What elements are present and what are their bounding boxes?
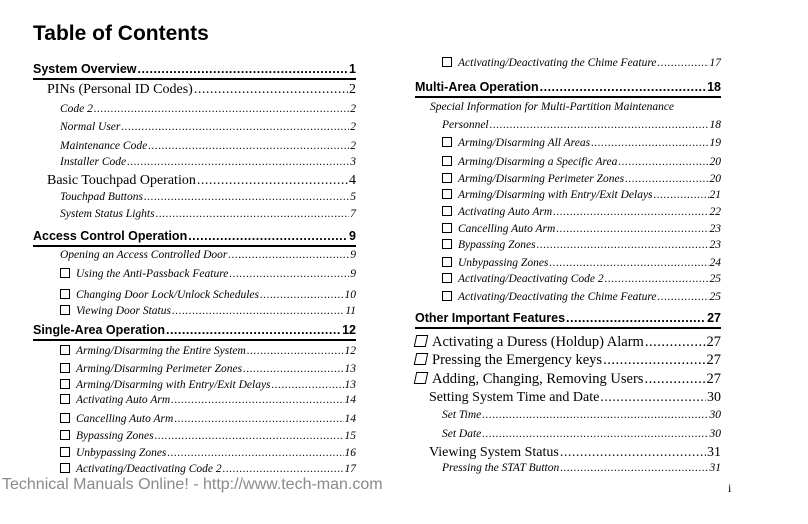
footer-watermark: Technical Manuals Online! - http://www.tech-man.com: [2, 476, 383, 493]
dot-leader: [560, 445, 706, 461]
toc-page-number: 30: [707, 390, 721, 405]
toc-entry-label: Multi-Area Operation: [415, 80, 539, 94]
toc-page-number: 27: [706, 334, 721, 350]
dot-leader: [566, 311, 706, 325]
toc-page-number: 15: [344, 430, 356, 442]
toc-page-number: 25: [709, 273, 721, 285]
toc-entry-label: Touchpad Buttons: [60, 191, 143, 203]
toc-entry-label: Arming/Disarming a Specific Area: [458, 156, 618, 168]
toc-entry-label: Bypassing Zones: [458, 239, 536, 251]
toc-entry[interactable]: [33, 103, 356, 115]
toc-page-number: 31: [709, 462, 721, 474]
toc-entry-label: Basic Touchpad Operation: [47, 173, 196, 188]
toc-entry[interactable]: [415, 428, 721, 440]
toc-entry[interactable]: [33, 249, 356, 261]
toc-page-number: 22: [709, 206, 721, 218]
toc-entry[interactable]: [33, 140, 356, 152]
toc-page-number: 18: [707, 80, 721, 94]
toc-page-number: 24: [709, 257, 721, 269]
dot-leader: [247, 345, 344, 357]
page-number: i: [728, 481, 732, 495]
toc-entry[interactable]: [33, 304, 356, 317]
toc-entry-label: Installer Code: [60, 156, 127, 168]
dot-leader: [482, 428, 708, 440]
toc-entry-label: Arming/Disarming Perimeter Zones: [458, 173, 625, 185]
toc-entry-label: Maintenance Code: [60, 140, 148, 152]
toc-page-number: 11: [345, 305, 356, 317]
toc-entry-label: Arming/Disarming All Areas: [458, 137, 591, 149]
toc-entry[interactable]: [415, 390, 721, 406]
toc-page-number: 21: [709, 189, 721, 201]
toc-page-number: 30: [709, 409, 721, 421]
toc-entry-label: Normal User: [60, 121, 121, 133]
dot-leader: [553, 206, 708, 218]
toc-entry-label: Activating a Duress (Holdup) Alarm: [432, 334, 644, 350]
toc-entry[interactable]: [33, 156, 356, 168]
section-divider: [33, 78, 356, 80]
toc-page-number: 20: [709, 156, 721, 168]
checkbox-icon: [442, 291, 452, 301]
dot-leader: [197, 173, 348, 189]
checkbox-icon: [442, 137, 452, 147]
checkbox-icon: [442, 257, 452, 267]
toc-entry-label: Activating Auto Arm: [458, 206, 553, 218]
dot-leader: [618, 156, 708, 168]
toc-entry[interactable]: [415, 56, 721, 69]
dot-leader: [155, 430, 344, 442]
dot-leader: [148, 140, 349, 152]
dot-leader: [645, 334, 706, 351]
dot-leader: [228, 249, 349, 261]
checkbox-icon: [60, 363, 70, 373]
toc-entry[interactable]: [415, 256, 721, 269]
toc-page-number: 13: [344, 363, 356, 375]
dot-leader: [556, 223, 708, 235]
dot-leader: [156, 208, 350, 220]
toc-entry[interactable]: [33, 208, 356, 220]
toc-page-number: 31: [707, 445, 721, 460]
dot-leader: [654, 189, 709, 201]
dot-leader: [560, 462, 708, 474]
page-title: Table of Contents: [33, 22, 209, 45]
toc-entry-label: Personnel: [442, 119, 489, 131]
toc-entry-label: Activating/Deactivating the Chime Feature: [458, 291, 657, 303]
toc-entry-label: Arming/Disarming Perimeter Zones: [76, 363, 243, 375]
toc-entry-label: Code 2: [60, 103, 93, 115]
toc-entry[interactable]: [415, 290, 721, 303]
toc-entry[interactable]: [33, 288, 356, 301]
toc-entry[interactable]: [33, 378, 356, 391]
toc-page-number: 4: [349, 173, 356, 188]
toc-entry-label: Activating/Deactivating Code 2: [458, 273, 604, 285]
toc-page-number: 9: [350, 268, 356, 280]
toc-page-number: 14: [344, 413, 356, 425]
pencil-box-icon: [414, 335, 429, 347]
toc-entry-label: Opening an Access Controlled Door: [60, 249, 228, 261]
toc-page-number: 27: [707, 311, 721, 325]
toc-page-number: 9: [350, 249, 356, 261]
toc-entry[interactable]: [33, 191, 356, 203]
dot-leader: [174, 413, 343, 425]
checkbox-icon: [442, 173, 452, 183]
toc-entry-label: Pressing the Emergency keys: [432, 352, 603, 368]
section-divider: [415, 327, 721, 329]
toc-entry-label: Viewing Door Status: [76, 305, 171, 317]
toc-page-number: 18: [709, 119, 721, 131]
dot-leader: [272, 379, 344, 391]
toc-entry-label: Access Control Operation: [33, 229, 188, 243]
toc-section-heading[interactable]: [33, 229, 356, 243]
toc-page-number: 23: [709, 239, 721, 251]
toc-entry[interactable]: [415, 371, 721, 388]
toc-entry[interactable]: [33, 429, 356, 442]
checkbox-icon: [60, 394, 70, 404]
toc-entry-label: Other Important Features: [415, 311, 566, 325]
toc-page-number: 10: [344, 289, 356, 301]
toc-entry[interactable]: [415, 119, 721, 131]
toc-entry[interactable]: [33, 393, 356, 406]
toc-entry-label: Pressing the STAT Button: [442, 462, 560, 474]
section-divider: [33, 339, 356, 341]
dot-leader: [540, 80, 706, 94]
dot-leader: [194, 82, 348, 98]
toc-page-number: 2: [349, 82, 356, 97]
dot-leader: [138, 62, 349, 76]
toc-page-number: 13: [344, 379, 356, 391]
toc-entry-label: PINs (Personal ID Codes): [47, 82, 193, 97]
toc-entry[interactable]: [33, 82, 356, 98]
dot-leader: [658, 57, 709, 69]
dot-leader: [171, 394, 343, 406]
toc-entry-label: Adding, Changing, Removing Users: [432, 371, 644, 387]
checkbox-icon: [442, 57, 452, 67]
dot-leader: [166, 323, 341, 337]
checkbox-icon: [60, 379, 70, 389]
toc-entry-label: Single-Area Operation: [33, 323, 165, 337]
dot-leader: [603, 352, 705, 369]
dot-leader: [490, 119, 709, 131]
toc-page-number: 3: [350, 156, 356, 168]
section-divider: [415, 96, 721, 98]
toc-entry[interactable]: [33, 446, 356, 459]
toc-page-number: 17: [709, 57, 721, 69]
dot-leader: [223, 463, 344, 475]
toc-page-number: 2: [350, 121, 356, 133]
toc-entry[interactable]: [415, 172, 721, 185]
toc-section-heading[interactable]: [415, 311, 721, 325]
toc-entry-label: Bypassing Zones: [76, 430, 154, 442]
toc-entry[interactable]: [415, 462, 721, 474]
dot-leader: [260, 289, 343, 301]
toc-entry-label: System Overview: [33, 62, 137, 76]
checkbox-icon: [442, 223, 452, 233]
toc-entry[interactable]: [415, 445, 721, 461]
dot-leader: [172, 305, 344, 317]
toc-entry[interactable]: [415, 205, 721, 218]
checkbox-icon: [60, 289, 70, 299]
toc-entry[interactable]: [415, 188, 721, 201]
toc-section-heading[interactable]: [33, 62, 356, 76]
toc-entry-label: Activating/Deactivating Code 2: [76, 463, 222, 475]
toc-page-number: 2: [350, 140, 356, 152]
toc-entry-label: Arming/Disarming with Entry/Exit Delays: [76, 379, 271, 391]
dot-leader: [94, 103, 349, 115]
toc-entry-label: Setting System Time and Date: [429, 390, 600, 405]
toc-entry[interactable]: [33, 267, 356, 280]
dot-leader: [167, 447, 343, 459]
toc-page-number: 1: [349, 62, 356, 76]
toc-entry[interactable]: [33, 362, 356, 375]
dot-leader: [188, 229, 348, 243]
toc-entry-text: Special Information for Multi-Partition Maintenance: [430, 101, 675, 113]
toc-entry-label: Unbypassing Zones: [76, 447, 167, 459]
toc-page-number: 2: [350, 103, 356, 115]
toc-entry[interactable]: [415, 238, 721, 251]
toc-entry[interactable]: [33, 121, 356, 133]
dot-leader: [482, 409, 708, 421]
checkbox-icon: [60, 430, 70, 440]
toc-page-number: 7: [350, 208, 356, 220]
checkbox-icon: [60, 463, 70, 473]
toc-entry-label: Set Time: [442, 409, 482, 421]
toc-entry-label: Set Date: [442, 428, 482, 440]
section-divider: [33, 245, 356, 247]
toc-entry-label: System Status Lights: [60, 208, 155, 220]
toc-page-number: 9: [349, 229, 356, 243]
toc-entry[interactable]: [415, 409, 721, 421]
toc-entry[interactable]: [33, 344, 356, 357]
dot-leader: [127, 156, 349, 168]
dot-leader: [243, 363, 343, 375]
dot-leader: [605, 273, 709, 285]
toc-entry-label: Changing Door Lock/Unlock Schedules: [76, 289, 260, 301]
dot-leader: [144, 191, 349, 203]
toc-page-number: 12: [342, 323, 356, 337]
toc-entry-label: Activating/Deactivating the Chime Feature: [458, 57, 657, 69]
toc-entry[interactable]: [33, 412, 356, 425]
toc-page-number: 27: [706, 352, 721, 368]
checkbox-icon: [442, 189, 452, 199]
dot-leader: [121, 121, 349, 133]
toc-entry-label: Arming/Disarming the Entire System: [76, 345, 246, 357]
toc-section-heading[interactable]: [415, 80, 721, 94]
toc-entry-label: Unbypassing Zones: [458, 257, 549, 269]
checkbox-icon: [442, 239, 452, 249]
checkbox-icon: [60, 268, 70, 278]
dot-leader: [625, 173, 708, 185]
toc-entry-label: Cancelling Auto Arm: [76, 413, 174, 425]
toc-page-number: 17: [344, 463, 356, 475]
dot-leader: [537, 239, 709, 251]
checkbox-icon: [442, 156, 452, 166]
dot-leader: [549, 257, 708, 269]
toc-page-number: 19: [709, 137, 721, 149]
pencil-box-icon: [414, 372, 429, 384]
toc-entry-label: Viewing System Status: [429, 445, 559, 460]
toc-entry[interactable]: [415, 352, 721, 369]
checkbox-icon: [60, 447, 70, 457]
toc-entry[interactable]: [33, 173, 356, 189]
toc-page-number: 27: [706, 371, 721, 387]
toc-page-number: 12: [344, 345, 356, 357]
dot-leader: [658, 291, 709, 303]
dot-leader: [591, 137, 708, 149]
checkbox-icon: [60, 413, 70, 423]
toc-entry[interactable]: [415, 136, 721, 149]
toc-page-number: 16: [344, 447, 356, 459]
toc-entry-label: Activating Auto Arm: [76, 394, 171, 406]
toc-entry[interactable]: [415, 272, 721, 285]
toc-page-number: 23: [709, 223, 721, 235]
toc-entry[interactable]: [33, 462, 356, 475]
pencil-box-icon: [414, 353, 429, 365]
toc-entry-label: Cancelling Auto Arm: [458, 223, 556, 235]
dot-leader: [644, 371, 705, 388]
toc-entry-label: Using the Anti-Passback Feature: [76, 268, 229, 280]
toc-entry[interactable]: [415, 155, 721, 168]
toc-page-number: 30: [709, 428, 721, 440]
toc-page-number: 14: [344, 394, 356, 406]
checkbox-icon: [60, 345, 70, 355]
toc-entry-label: Arming/Disarming with Entry/Exit Delays: [458, 189, 653, 201]
checkbox-icon: [60, 305, 70, 315]
toc-page-number: 5: [350, 191, 356, 203]
checkbox-icon: [442, 273, 452, 283]
toc-page-number: 25: [709, 291, 721, 303]
dot-leader: [600, 390, 706, 406]
toc-entry[interactable]: [415, 334, 721, 351]
checkbox-icon: [442, 206, 452, 216]
dot-leader: [229, 268, 349, 280]
toc-page-number: 20: [709, 173, 721, 185]
toc-entry[interactable]: [415, 222, 721, 235]
toc-section-heading[interactable]: [33, 323, 356, 337]
